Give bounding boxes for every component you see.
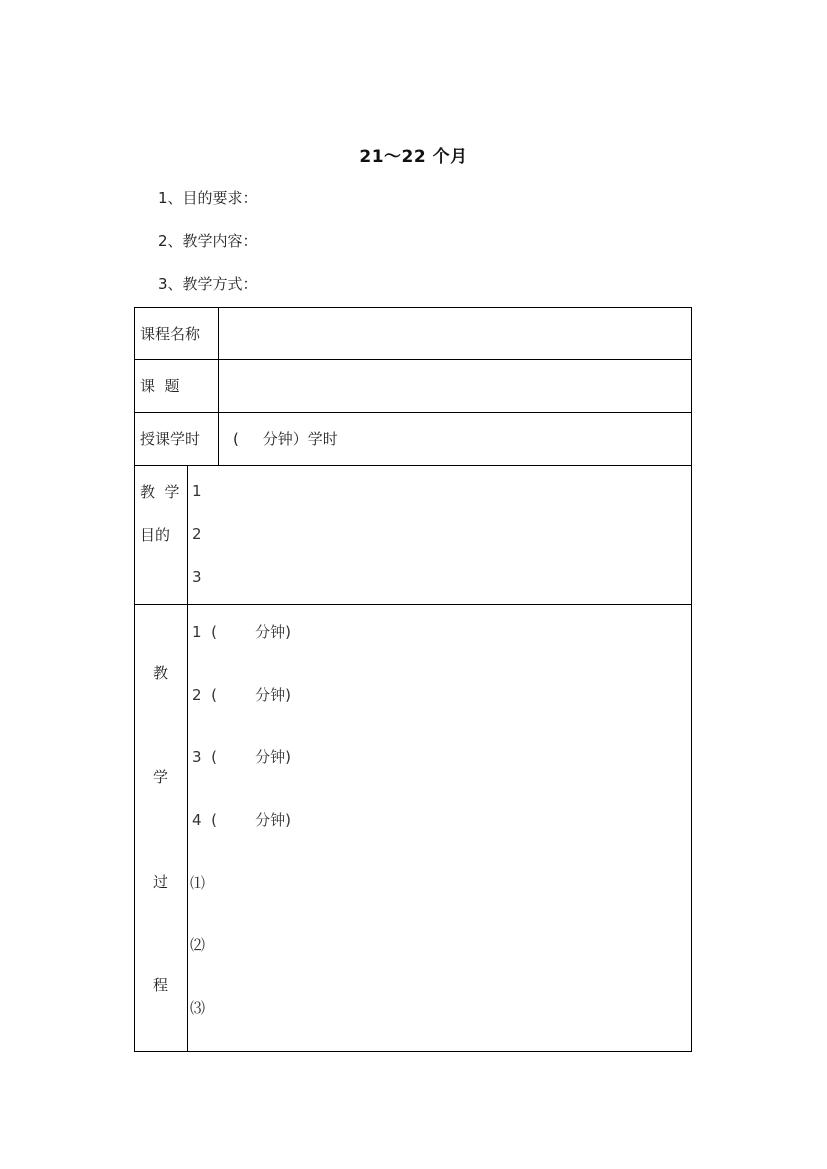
process-step: 1 ( 分钟): [192, 623, 291, 641]
requirement-method: 3、教学方式：: [158, 275, 258, 293]
hours-value: ( 分钟）学时: [233, 430, 338, 448]
table-row-divider: [135, 604, 691, 605]
course-name-label: 课程名称: [140, 325, 201, 343]
table-col-divider: [187, 465, 188, 1051]
topic-label: 课 题: [140, 377, 180, 395]
process-subitem: ⑶: [190, 999, 206, 1017]
lesson-plan-table: [134, 307, 692, 1052]
process-step: 3 ( 分钟): [192, 748, 291, 766]
hours-label: 授课学时: [140, 430, 201, 448]
objective-label-line1: 教 学: [140, 483, 180, 501]
process-step: 2 ( 分钟): [192, 686, 291, 704]
process-label-char: 学: [153, 768, 169, 786]
requirement-objective: 1、目的要求：: [158, 189, 258, 207]
process-step: 4 ( 分钟): [192, 811, 291, 829]
process-label-char: 教: [153, 664, 169, 682]
table-row-divider: [135, 465, 691, 466]
process-label-char: 过: [153, 873, 169, 891]
objective-item: 1: [192, 482, 202, 500]
table-col-divider: [218, 308, 219, 465]
objective-label-line2: 目的: [140, 526, 171, 544]
process-subitem: ⑵: [190, 936, 206, 954]
objective-item: 2: [192, 525, 202, 543]
page-title: 21～22 个月: [359, 147, 468, 167]
process-label-char: 程: [153, 976, 169, 994]
objective-item: 3: [192, 568, 202, 586]
requirement-content: 2、教学内容：: [158, 232, 258, 250]
process-subitem: ⑴: [190, 874, 206, 892]
